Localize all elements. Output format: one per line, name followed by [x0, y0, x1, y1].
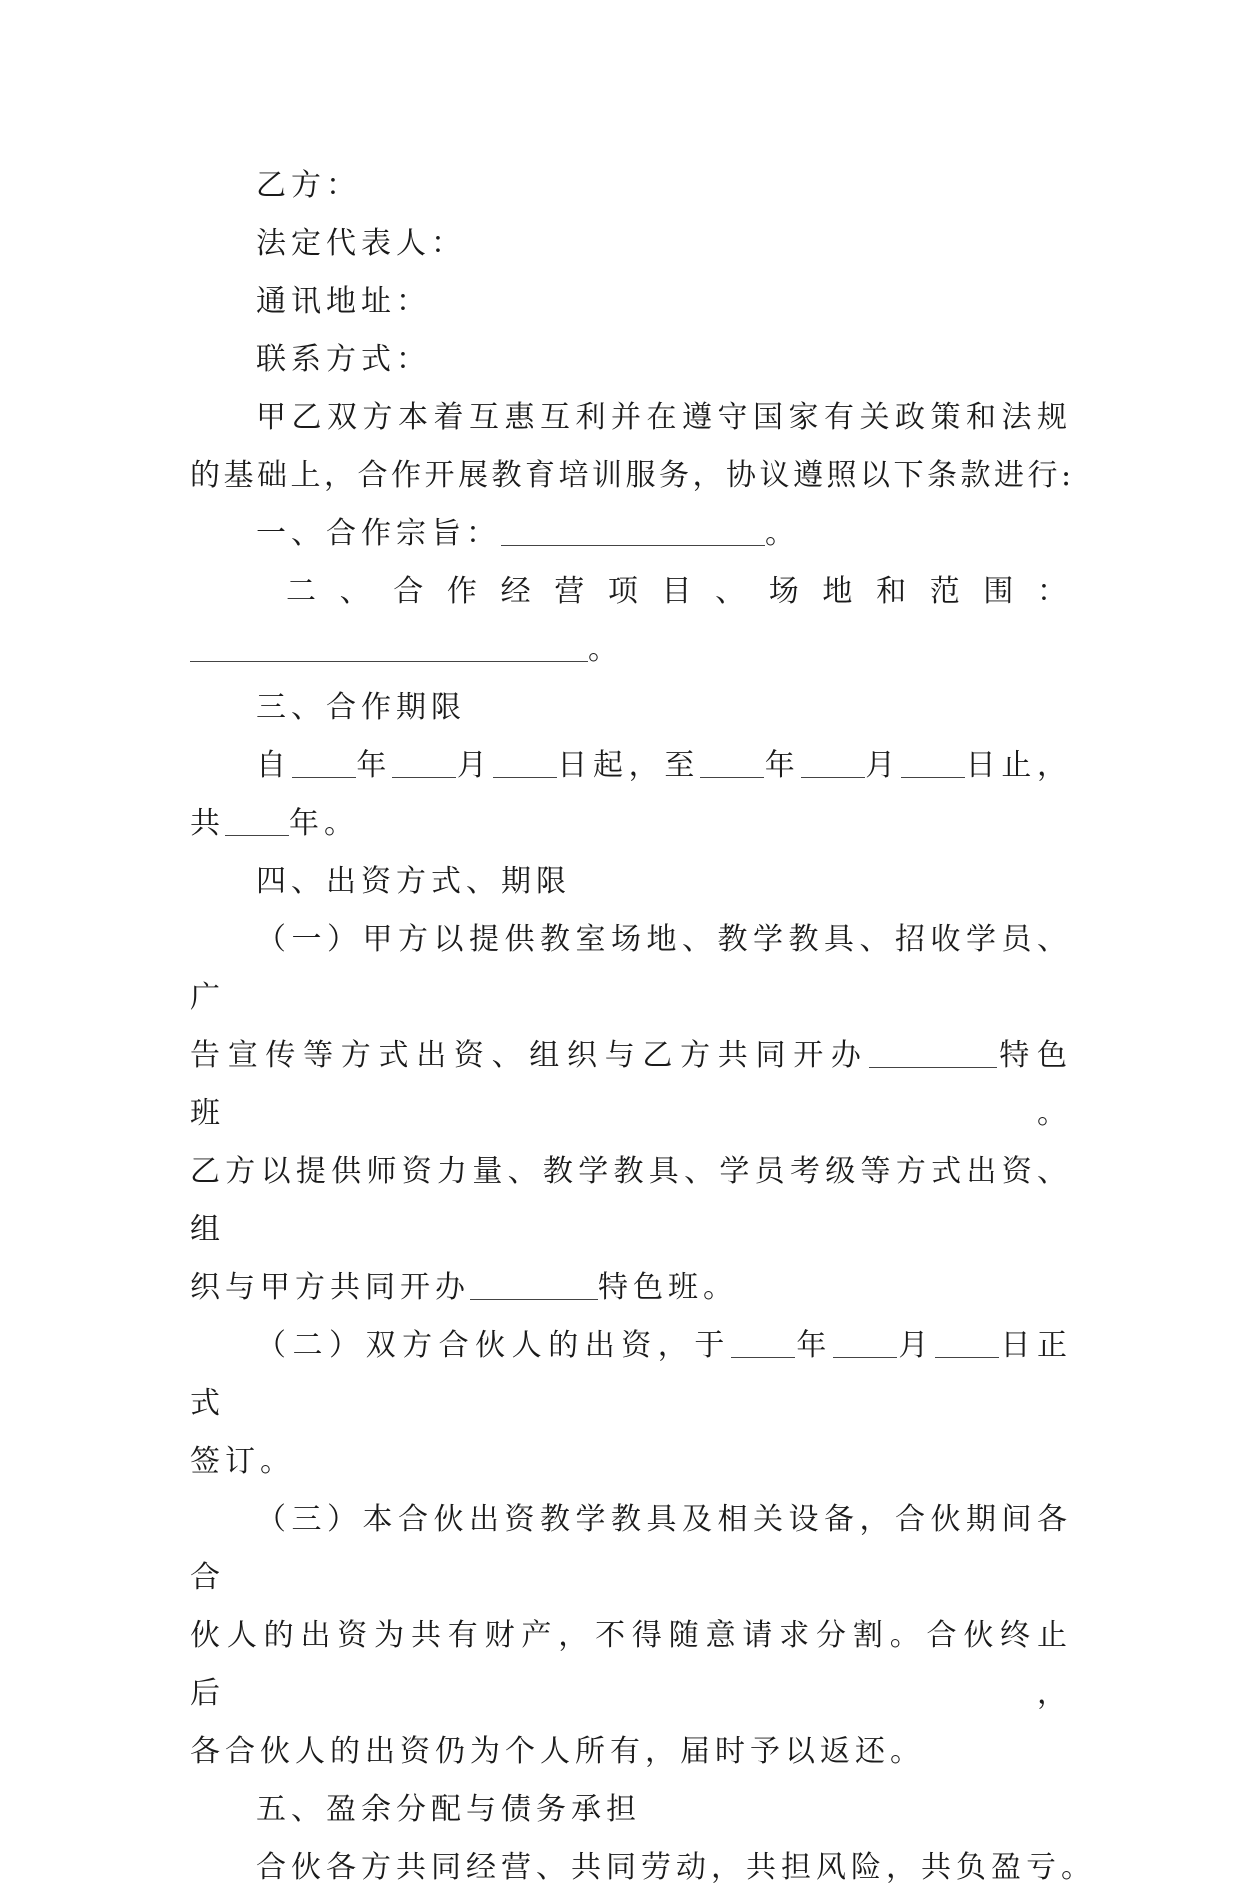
s4-p1-line-4: 织与甲方共同开办 特色班。: [190, 1270, 738, 1305]
s4-p1-line-1: （一）甲方以提供教室场地、教学教具、招收学员、广: [190, 922, 1072, 1015]
sign-year-blank: [731, 1327, 795, 1358]
s5-p1: 合伙各方共同经营、共同劳动，共担风险，共负盈亏。: [256, 1850, 1096, 1885]
purpose-blank: [501, 515, 765, 546]
start-day-blank: [493, 747, 557, 778]
s4-p2-line-1: （二）双方合伙人的出资，于 年 月 日正式: [190, 1328, 1073, 1421]
contract-body: [190, 157, 1096, 1897]
section-3-heading: 三、合作期限: [256, 690, 466, 725]
s4-p1-line-3: 乙方以提供师资力量、教学教具、学员考级等方式出资、组: [190, 1154, 1072, 1247]
section-2-blank-line: [190, 621, 1072, 679]
section-1-label: 一、合作宗旨：: [256, 516, 501, 551]
term-line-1: 自 年 月 日起，至 年 月 日止，: [256, 748, 1073, 783]
section-4-heading: 四、出资方式、期限: [256, 864, 571, 899]
contact-label: 联系方式：: [256, 342, 431, 377]
class-type-blank-2: [470, 1269, 598, 1300]
start-month-blank: [392, 747, 456, 778]
total-years-blank: [225, 805, 289, 836]
end-year-blank: [700, 747, 764, 778]
s4-p3-line-1: （三）本合伙出资教学教具及相关设备，合伙期间各合: [190, 1502, 1072, 1595]
scope-blank: [190, 631, 588, 662]
section-2-label: 二、合作经营项目、场地和范围：: [286, 574, 1072, 609]
section-1-end: 。: [765, 516, 800, 551]
class-type-blank-1: [869, 1037, 997, 1068]
party-b-label: 乙方：: [256, 168, 361, 203]
address-label: 通讯地址：: [256, 284, 431, 319]
sign-day-blank: [935, 1327, 999, 1358]
sign-month-blank: [833, 1327, 897, 1358]
s4-p3-line-3: 各合伙人的出资仍为个人所有，届时予以返还。: [190, 1734, 925, 1769]
end-day-blank: [901, 747, 965, 778]
section-2-end: 。: [588, 632, 623, 667]
s4-p1-line-2: 告宣传等方式出资、组织与乙方共同开办 特色班。: [190, 1038, 1073, 1131]
s4-p2-line-2: 签订。: [190, 1444, 295, 1479]
section-1-purpose: [190, 505, 1072, 563]
s4-p3-line-2: 伙人的出资为共有财产，不得随意请求分割。合伙终止后，: [190, 1618, 1072, 1711]
term-line-2: 共 年。: [190, 806, 359, 841]
legal-rep-label: 法定代表人：: [256, 226, 466, 261]
start-year-blank: [292, 747, 356, 778]
preamble-line-2: 的基础上，合作开展教育培训服务，协议遵照以下条款进行:: [190, 458, 1075, 493]
section-5-heading: 五、盈余分配与债务承担: [256, 1792, 641, 1827]
end-month-blank: [801, 747, 865, 778]
preamble-line-1: 甲乙双方本着互惠互利并在遵守国家有关政策和法规: [256, 400, 1072, 435]
